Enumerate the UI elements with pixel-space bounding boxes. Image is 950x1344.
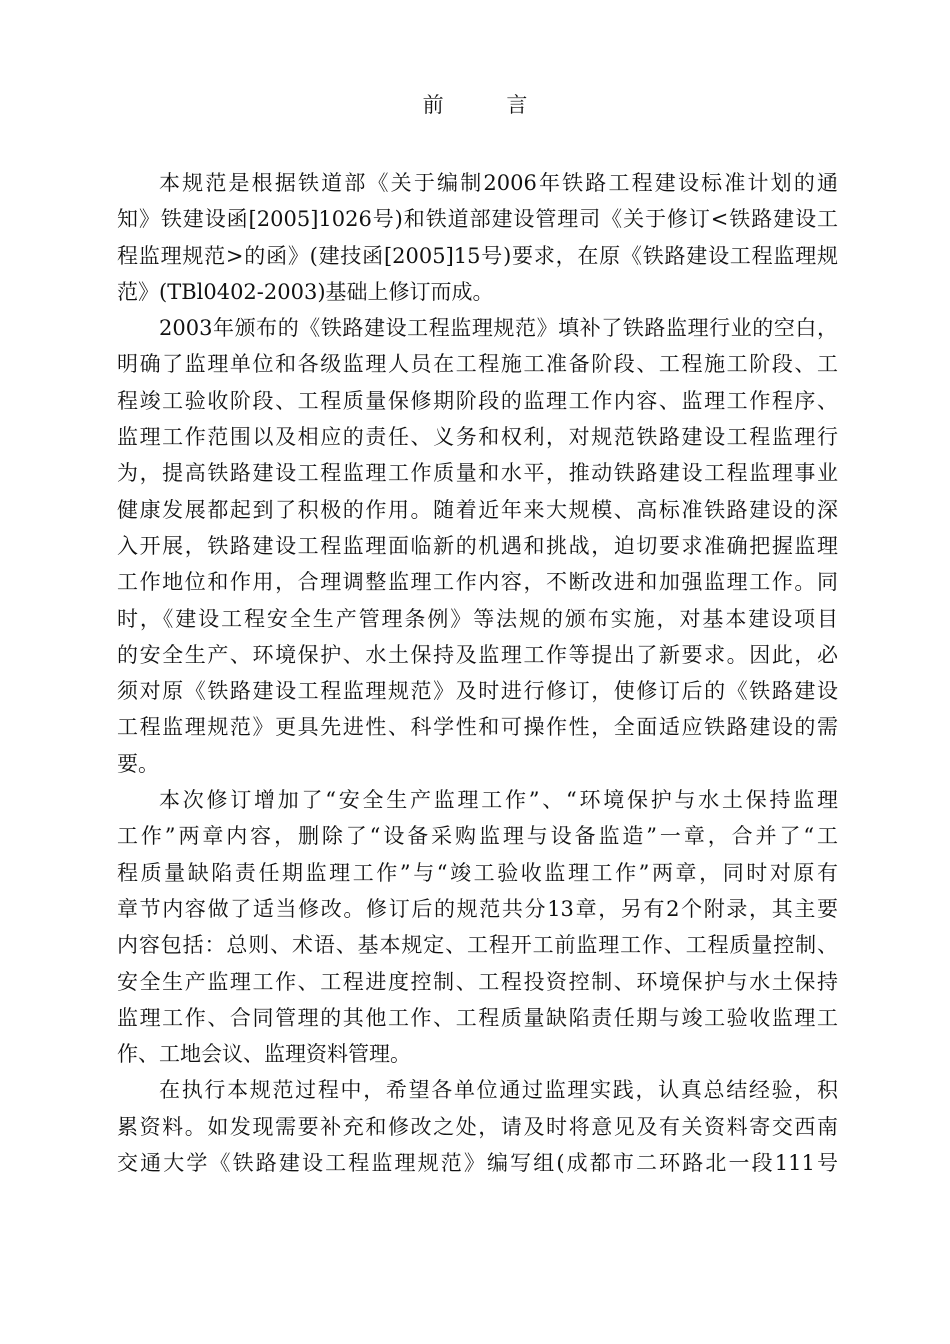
paragraph [117,782,838,1072]
text-line: 2003年颁布的《铁路建设工程监理规范》填补了铁路监理行业的空白， [159,316,838,341]
text-line: 时，《建设工程安全生产管理条例》等法规的颁布实施，对基本建设项目 [117,606,838,631]
text-line: 交通大学《铁路建设工程监理规范》编写组(成都市二环路北一段111号 [117,1151,838,1176]
text-line: 入开展，铁路建设工程监理面临新的机遇和挑战，迫切要求准确把握监理 [117,533,838,558]
text-line: 工作”两章内容，删除了“设备采购监理与设备监造”一章，合并了“工 [117,824,838,849]
text-line: 程监理规范>的函》(建技函[2005]15号)要求，在原《铁路建设工程监理规 [117,243,838,268]
paragraph [117,1072,838,1181]
document-body [117,165,838,1181]
text-line: 工作地位和作用，合理调整监理工作内容，不断改进和加强监理工作。同 [117,570,838,595]
page-title: 前 言 [422,93,556,117]
text-line: 须对原《铁路建设工程监理规范》及时进行修订，使修订后的《铁路建设 [117,679,838,704]
text-line: 累资料。如发现需要补充和修改之处，请及时将意见及有关资料寄交西南 [117,1114,838,1139]
text-line: 本规范是根据铁道部《关于编制2006年铁路工程建设标准计划的通 [159,171,838,195]
text-line: 监理工作范围以及相应的责任、义务和权利，对规范铁路建设工程监理行 [117,425,838,450]
text-line: 明确了监理单位和各级监理人员在工程施工准备阶段、工程施工阶段、工 [117,352,838,377]
text-line: 在执行本规范过程中，希望各单位通过监理实践，认真总结经验，积 [159,1078,838,1103]
text-line: 的安全生产、环境保护、水土保持及监理工作等提出了新要求。因此，必 [117,642,838,667]
text-line: 要。 [117,751,159,776]
text-line: 监理工作、合同管理的其他工作、工程质量缺陷责任期与竣工验收监理工 [117,1005,838,1030]
text-line: 程质量缺陷责任期监理工作”与“竣工验收监理工作”两章，同时对原有 [117,860,838,885]
text-line: 内容包括：总则、术语、基本规定、工程开工前监理工作、工程质量控制、 [117,933,838,958]
text-line: 为，提高铁路建设工程监理工作质量和水平，推动铁路建设工程监理事业 [117,461,838,486]
paragraph [117,165,838,310]
text-line: 程竣工验收阶段、工程质量保修期阶段的监理工作内容、监理工作程序、 [117,388,838,413]
text-line: 健康发展都起到了积极的作用。随着近年来大规模、高标准铁路建设的深 [117,497,838,522]
text-line: 本次修订增加了“安全生产监理工作”、“环境保护与水土保持监理 [159,788,838,813]
text-line: 范》(TBl0402-2003)基础上修订而成。 [117,279,494,304]
text-line: 作、工地会议、监理资料管理。 [117,1042,411,1067]
text-line: 安全生产监理工作、工程进度控制、工程投资控制、环境保护与水土保持 [117,969,838,994]
text-line: 章节内容做了适当修改。修订后的规范共分13章，另有2个附录，其主要 [117,896,838,921]
paragraph [117,310,838,782]
text-line: 知》铁建设函[2005]1026号)和铁道部建设管理司《关于修订<铁路建设工 [117,207,838,232]
text-line: 工程监理规范》更具先进性、科学性和可操作性，全面适应铁路建设的需 [117,715,838,740]
